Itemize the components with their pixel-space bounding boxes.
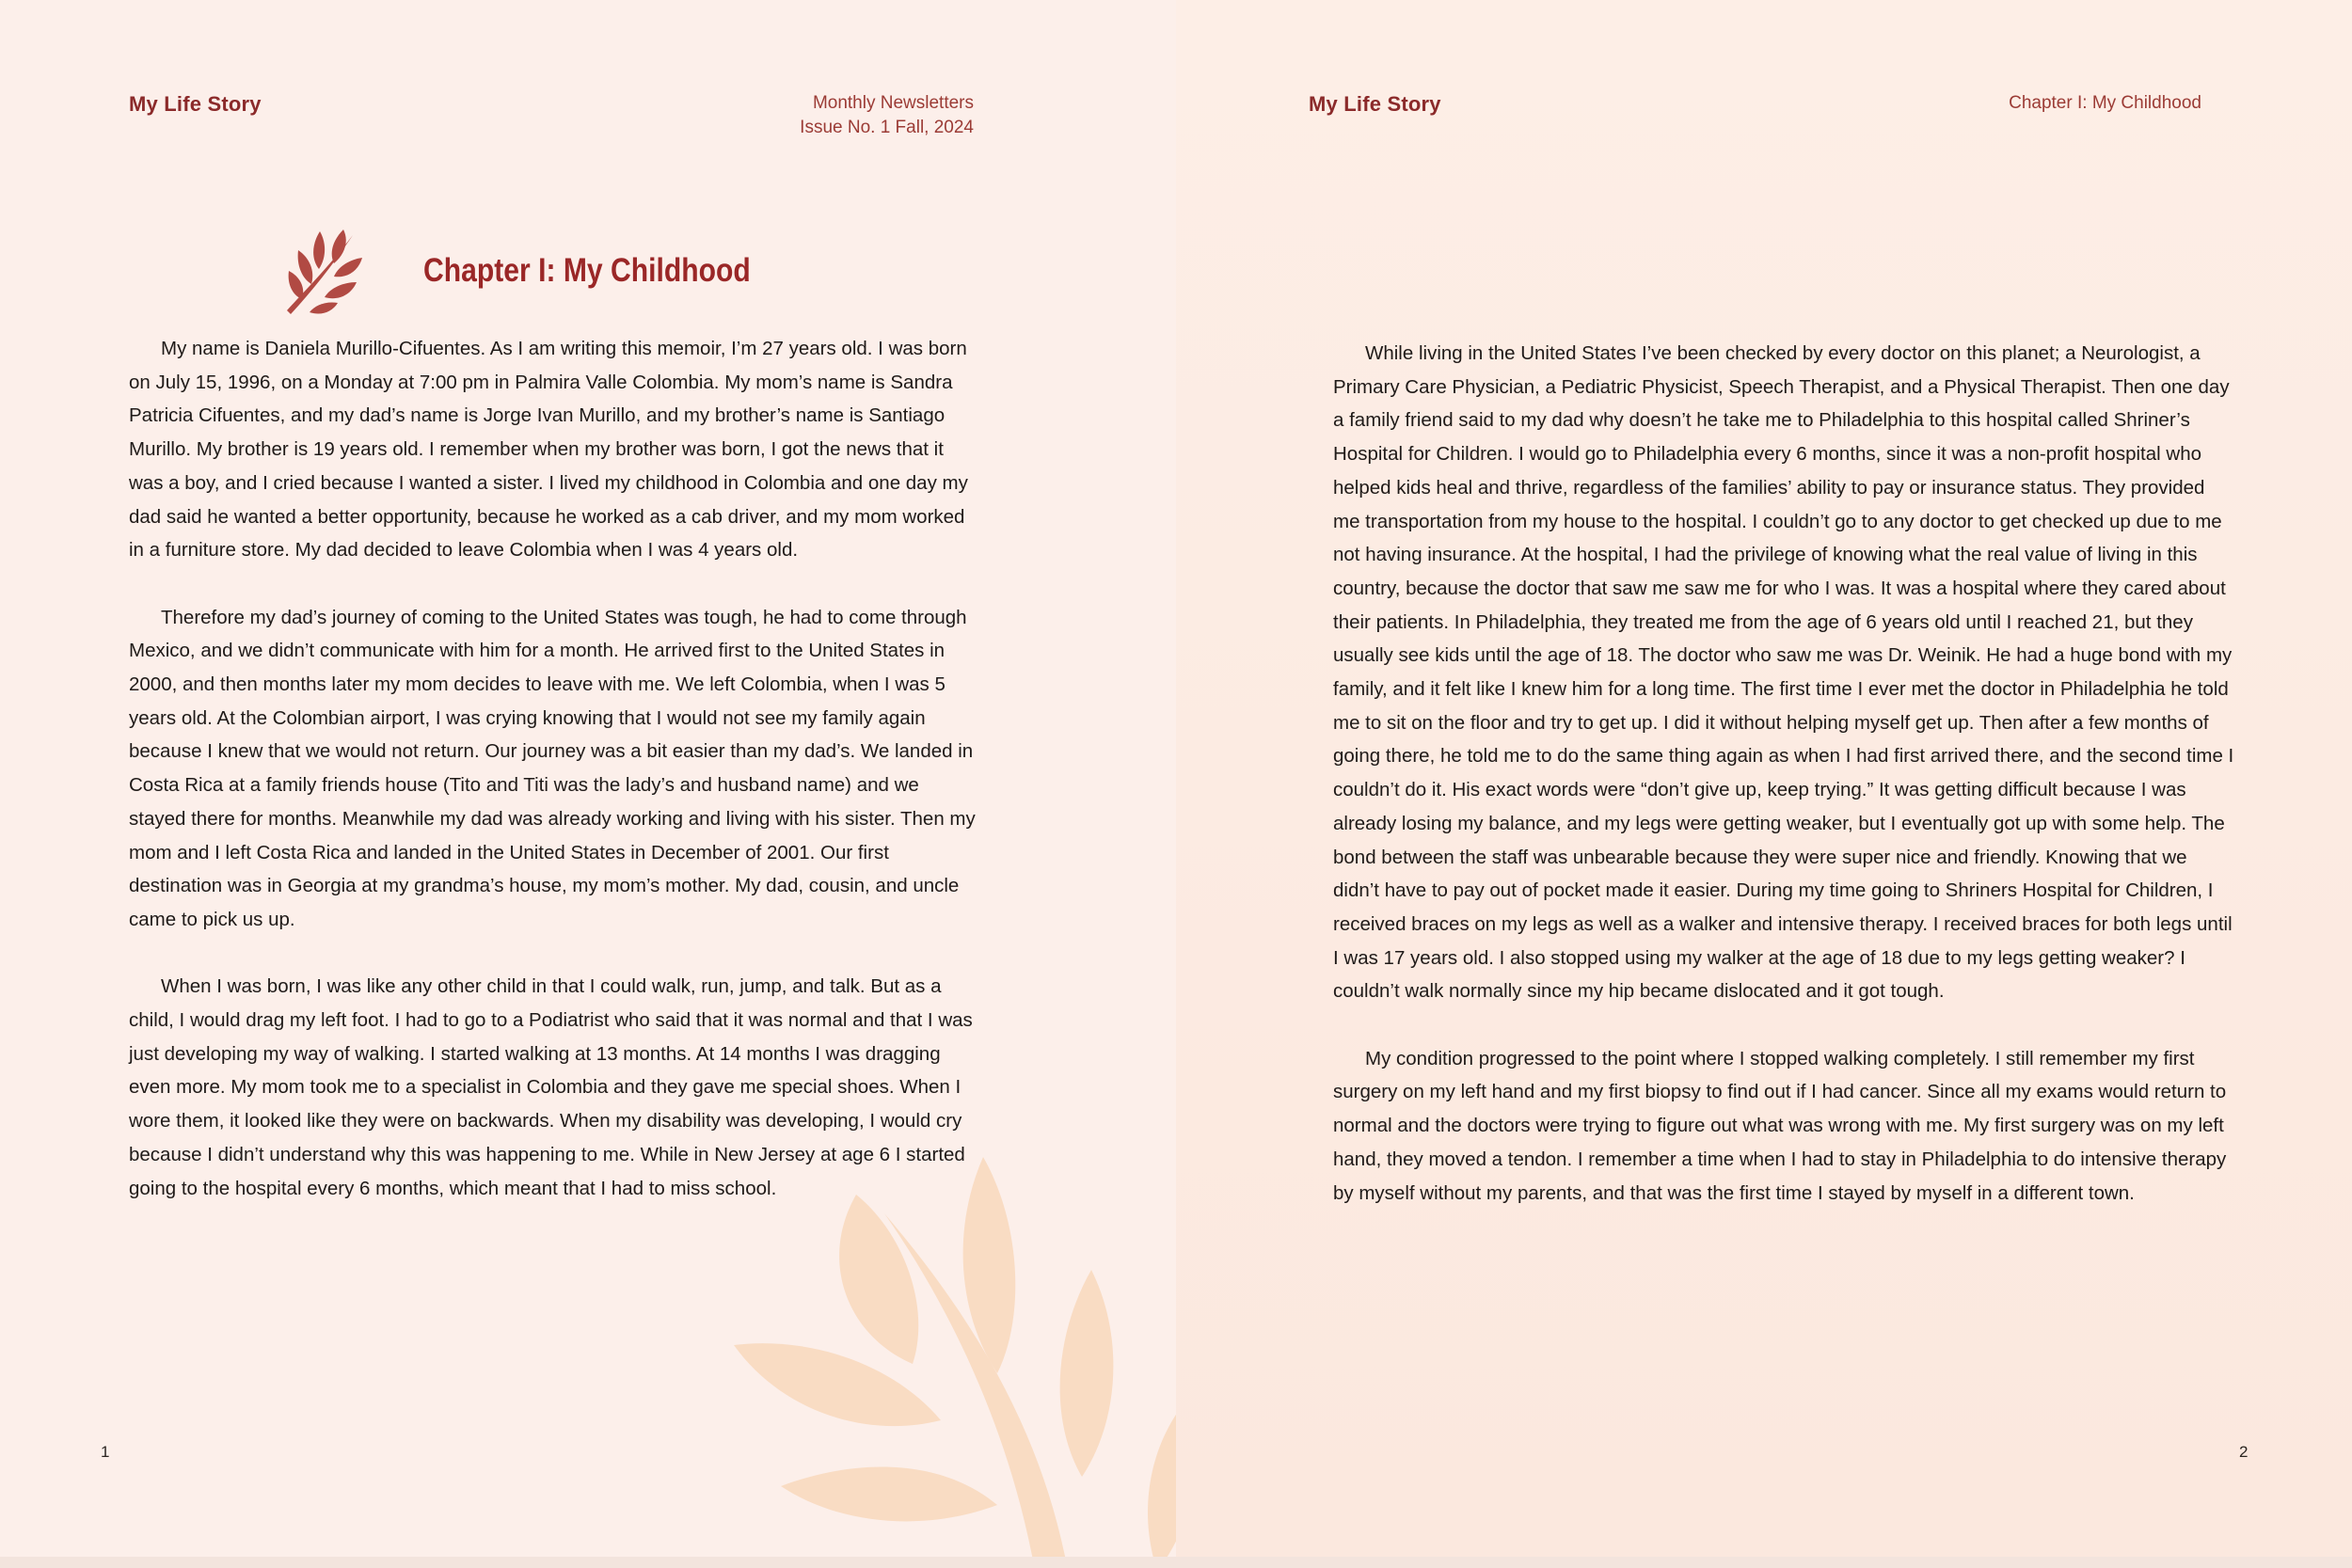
page-number-left: 1: [101, 1443, 110, 1461]
left-page: [0, 0, 1176, 1557]
bottom-edge: [0, 1557, 2352, 1568]
paragraph: My name is Daniela Murillo-Cifuentes. As I am writing this memoir, I’m 27 years old. I was born on July 15, 1996, on a Monday at 7:00 pm in Palmira Valle Colombia. My mom’s name is Sandra Patricia Cifuentes, and my dad’s name is Jorge Ivan Murillo, and my brother’s name is Santiago Murillo. My brother is 19 years old. I remember when my brother was born, I got the news that it was a boy, and I cried because I wanted a sister. I lived my childhood in Colombia and one day my dad said he wanted a better opportunity, because he worked as a cab driver, and my mom worked in a furniture store. My dad decided to leave Colombia when I was 4 years old.: [129, 338, 968, 562]
leaf-branch-icon: [278, 224, 372, 318]
running-title-right: My Life Story: [1309, 92, 1441, 116]
paragraph: My condition progressed to the point where I stopped walking completely. I still remember my first surgery on my left hand and my first biopsy to find out if I had cancer. Since all my exams would return to normal and the doctors were trying to figure out what was wrong with me. My first surgery was on my left hand, they moved a tendon. I remember a time when I had to stay in Philadelphia to do intensive therapy by myself without my parents, and that was the first time I stayed by myself in a different town.: [1333, 1047, 2227, 1204]
page-number-right: 2: [2239, 1443, 2249, 1461]
right-page: [1176, 0, 2352, 1557]
left-body-text: [129, 332, 976, 1239]
chapter-title: Chapter I: My Childhood: [423, 252, 751, 289]
chapter-heading: [278, 224, 803, 318]
running-chapter: Chapter I: My Childhood: [2009, 93, 2201, 113]
issue-info: Issue No. 1 Fall, 2024: [800, 118, 974, 137]
paragraph: While living in the United States I’ve been checked by every doctor on this planet; a Neurologist, a Primary Care Physician, a Pediatric Physicist, Speech Therapist, and a Physical Therapist. Then one day a family friend said to my dad why doesn’t he take me to Philadelphia to this hospital called Shriner’s Hospital for Children. I would go to Philadelphia every 6 months, since it was a non-profit hospital who helped kids heal and thrive, regardless of the families’ ability to pay or insurance status. They provided me transportation from my house to the hospital. I couldn’t go to any doctor to get checked up due to me not having insurance. At the hospital, I had the privilege of knowing what the real value of living in this country, because the doctor that saw me saw me for who I was. It was a hospital where they cared about their patients. In Philadelphia, they treated me from the age of 6 years old until I reached 21, but they usually see kids until the age of 18. The doctor who saw me was Dr. Weinik. He had a huge bond with my family, and it felt like I knew him for a long time. The first time I ever met the doctor in Philadelphia he told me to sit on the floor and try to get up. I did it without helping myself get up. Then after a few months of going there, he told me to do the same thing again as when I had first arrived there, and the second time I couldn’t do it. His exact words were “don’t give up, keep trying.” It was getting difficult because I was already losing my balance, and my legs were getting weaker, but I eventually got up with some help. The bond between the staff was unbearable because they were super nice and friendly. Knowing that we didn’t have to pay out of pocket made it easier. During my time going to Shriners Hospital for Children, I received braces on my legs as well as a walker and intensive therapy. I received braces for both legs until I was 17 years old. I also stopped using my walker at the age of 18 due to my legs getting weaker? I couldn’t walk normally since my hip became dislocated and it got tough.: [1333, 342, 2234, 1003]
running-title-left: My Life Story: [129, 92, 262, 116]
paragraph: Therefore my dad’s journey of coming to the United States was tough, he had to come through Mexico, and we didn’t communicate with him for a month. He arrived first to the United States in 2000, and then months later my mom decides to leave with me. We left Colombia, when I was 5 years old. At the Colombian airport, I was crying knowing that I would not see my family again because I knew that we would not return. Our journey was a bit easier than my dad’s. We landed in Costa Rica at a family friends house (Tito and Titi was the lady’s and husband name) and we stayed there for months. Meanwhile my dad was already working and living with his sister. Then my mom and I left Costa Rica and landed in the United States in December of 2001. Our first destination was in Georgia at my grandma’s house, my mom’s mother. My dad, cousin, and uncle came to pick us up.: [129, 606, 976, 930]
newsletter-name: Monthly Newsletters: [812, 93, 974, 113]
right-body-text: [1333, 337, 2236, 1243]
paragraph: When I was born, I was like any other child in that I could walk, run, jump, and talk. But as a child, I would drag my left foot. I had to go to a Podiatrist who said that it was normal and that I was just developing my way of walking. I started walking at 13 months. At 14 months I was dragging even more. My mom took me to a specialist in Colombia and they gave me special shoes. When I wore them, it looked like they were on backwards. When my disability was developing, I would cry because I didn’t understand why this was happening to me. While in New Jersey at age 6 I started going to the hospital every 6 months, which meant that I had to miss school.: [129, 975, 973, 1199]
newsletter-meta: [800, 91, 974, 140]
